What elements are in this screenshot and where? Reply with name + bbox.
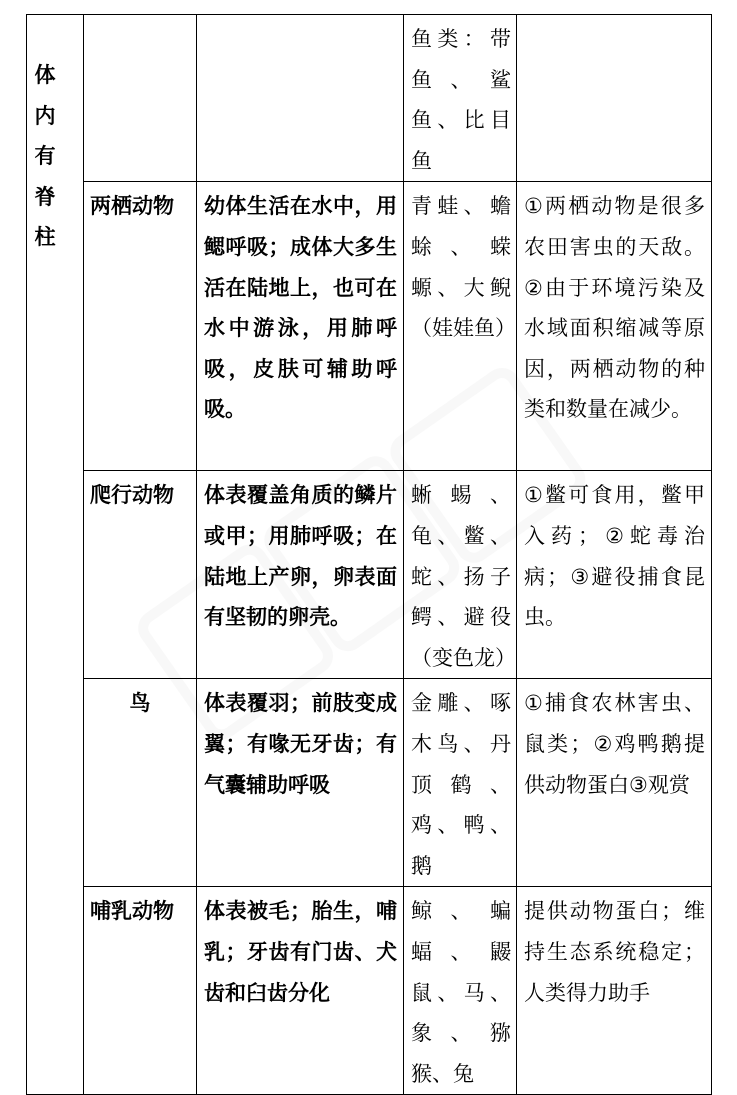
- table-row: [27, 471, 712, 679]
- animal-examples: 蜥蜴、龟、鳖、蛇、扬子鳄、避役（变色龙）: [404, 471, 517, 679]
- animal-role: 提供动物蛋白；维持生态系统稳定；人类得力助手: [517, 887, 712, 1095]
- animal-examples: 鱼类：带鱼、鲨鱼、比目鱼: [404, 15, 517, 182]
- animal-role: ①两栖动物是很多农田害虫的天敌。②由于环境污染及水域面积缩减等原因，两栖动物的种类和数量在减少。: [517, 182, 712, 471]
- category-label: 体内有脊柱: [34, 63, 56, 250]
- vertebrate-classification-table: [26, 14, 712, 1095]
- table-row: [27, 679, 712, 887]
- animal-group-name: 哺乳动物: [84, 887, 197, 1095]
- animal-examples: 金雕、啄木鸟、丹顶鹤、鸡、鸭、鹅: [404, 679, 517, 887]
- table-row: [27, 15, 712, 182]
- animal-features: 体表覆盖角质的鳞片或甲；用肺呼吸；在陆地上产卵，卵表面有坚韧的卵壳。: [197, 471, 404, 679]
- animal-group-name: 两栖动物: [84, 182, 197, 471]
- animal-features: [197, 15, 404, 182]
- animal-examples: 青蛙、蟾蜍、蝾螈、大鲵（娃娃鱼）: [404, 182, 517, 471]
- animal-features: 幼体生活在水中，用鳃呼吸；成体大多生活在陆地上，也可在水中游泳，用肺呼吸，皮肤可辅助呼吸。: [197, 182, 404, 471]
- animal-features: 体表覆羽；前肢变成翼；有喙无牙齿；有气囊辅助呼吸: [197, 679, 404, 887]
- animal-examples: 鲸、蝙蝠、鼹鼠、马、象、猕猴、兔: [404, 887, 517, 1095]
- animal-role: [517, 15, 712, 182]
- animal-role: ①捕食农林害虫、鼠类；②鸡鸭鹅提供动物蛋白③观赏: [517, 679, 712, 887]
- table-row: [27, 182, 712, 471]
- animal-group-name: 爬行动物: [84, 471, 197, 679]
- animal-group-name: [84, 15, 197, 182]
- animal-group-name: 鸟: [84, 679, 197, 887]
- animal-role: ①鳖可食用，鳖甲入药；②蛇毒治病；③避役捕食昆虫。: [517, 471, 712, 679]
- category-cell: [27, 15, 84, 1095]
- animal-features: 体表被毛；胎生，哺乳；牙齿有门齿、犬齿和臼齿分化: [197, 887, 404, 1095]
- table-row: [27, 887, 712, 1095]
